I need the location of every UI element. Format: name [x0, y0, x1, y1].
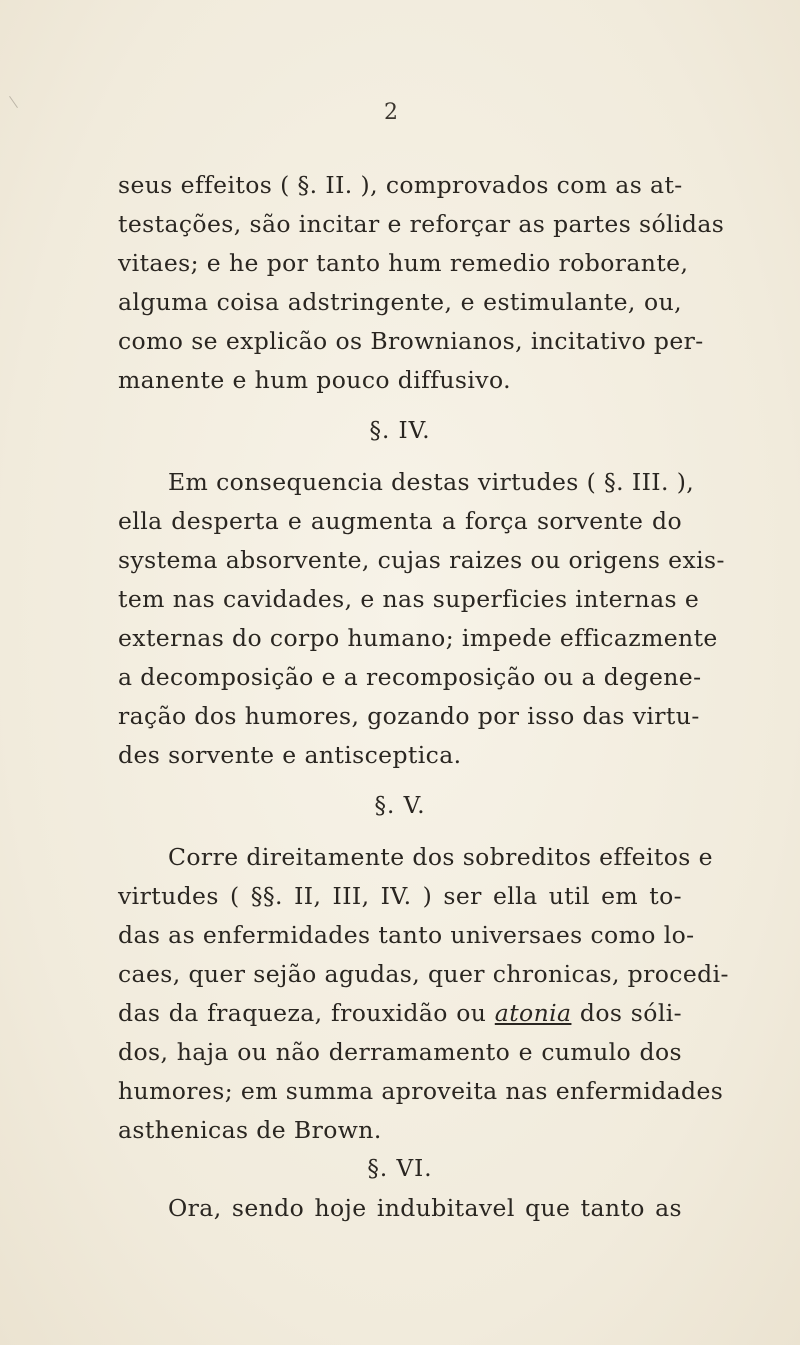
text-line: virtudes ( §§. II, III, IV. ) ser ella util em to-: [118, 882, 682, 910]
italic-term-atonia: atonia: [494, 999, 572, 1027]
text-fragment: das da fraqueza, frouxidão ou: [118, 999, 487, 1027]
text-line: alguma coisa adstringente, e estimulante, ou,: [118, 288, 682, 316]
text-line: systema absorvente, cujas raizes ou origens exis-: [118, 546, 725, 574]
page-number: 2: [384, 100, 398, 125]
paper-mark: [9, 96, 18, 108]
text-line: caes, quer sejão agudas, quer chronicas, procedi-: [118, 960, 729, 988]
text-fragment: dos sóli-: [579, 999, 682, 1027]
text-line: humores; em summa aproveita nas enfermidades: [118, 1077, 724, 1105]
text-line: como se explicão os Brownianos, incitativo per-: [118, 327, 704, 355]
section-heading-v: §. V.: [374, 793, 426, 819]
text-line: testações, são incitar e reforçar as partes sólidas: [118, 210, 725, 238]
text-line: dos, haja ou não derramamento e cumulo dos: [118, 1038, 682, 1066]
text-line: a decomposição e a recomposição ou a degene-: [118, 663, 702, 691]
text-line: Corre direitamente dos sobreditos effeitos e: [168, 843, 713, 871]
text-line: tem nas cavidades, e nas superficies internas e: [118, 585, 700, 613]
text-line: seus effeitos ( §. II. ), comprovados com as at-: [118, 171, 683, 199]
text-line: ração dos humores, gozando por isso das virtu-: [118, 702, 700, 730]
text-line: Em consequencia destas virtudes ( §. III. ),: [168, 468, 695, 496]
text-line: vitaes; e he por tanto hum remedio roborante,: [118, 249, 689, 277]
text-line: [118, 994, 682, 1033]
page-body: [118, 166, 729, 1228]
text-line: externas do corpo humano; impede efficazmente: [118, 624, 718, 652]
text-line: manente e hum pouco diffusivo.: [118, 366, 511, 394]
text-line: des sorvente e antisceptica.: [118, 741, 462, 769]
section-heading-iv: §. IV.: [369, 418, 431, 444]
text-line: das as enfermidades tanto universaes como lo-: [118, 921, 695, 949]
text-line: asthenicas de Brown.: [118, 1116, 382, 1144]
text-line: ella desperta e augmenta a força sorvente do: [118, 507, 682, 535]
section-heading-vi: §. VI.: [367, 1156, 433, 1182]
text-line: Ora, sendo hoje indubitavel que tanto as: [168, 1194, 682, 1222]
